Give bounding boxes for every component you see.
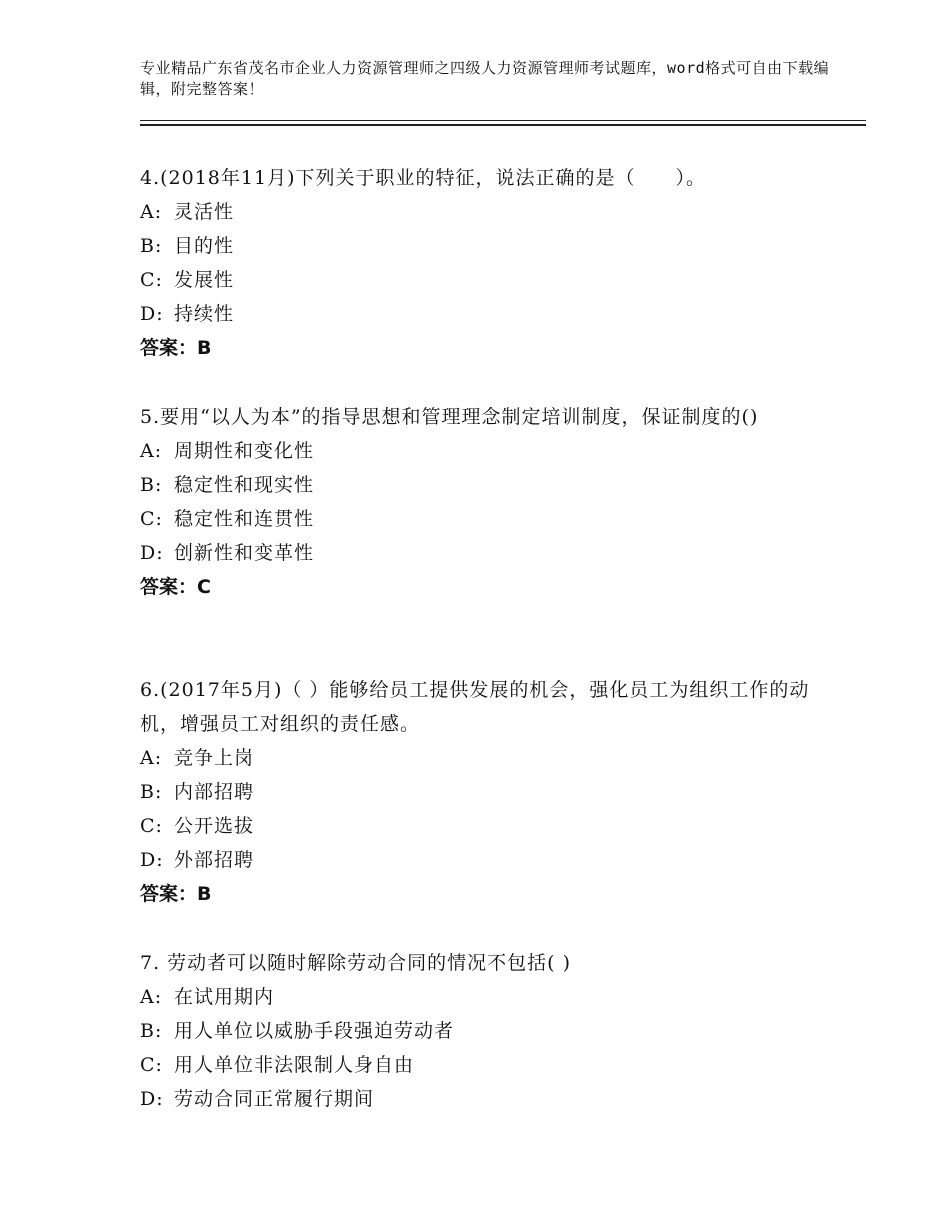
option-d (140, 1082, 820, 1116)
option-text: 周期性和变化性 (174, 440, 315, 462)
option-a (140, 195, 820, 229)
option-text: 创新性和变革性 (174, 542, 315, 564)
option-letter: C: (140, 269, 163, 291)
option-a (140, 980, 820, 1014)
option-c (140, 1048, 820, 1082)
option-a (140, 434, 820, 468)
option-text: 目的性 (174, 235, 235, 257)
option-d (140, 843, 820, 877)
question-text: 4.(2018年11月)下列关于职业的特征，说法正确的是（ ）。 (140, 167, 706, 189)
option-text: 持续性 (174, 303, 235, 325)
header-divider-thin (140, 120, 866, 121)
question-text: 7. 劳动者可以随时解除劳动合同的情况不包括( ) (140, 952, 572, 974)
option-letter: C: (140, 508, 163, 530)
option-text: 稳定性和现实性 (174, 474, 315, 496)
option-b (140, 1014, 820, 1048)
option-letter: D: (140, 849, 164, 871)
option-text: 发展性 (174, 269, 235, 291)
option-text: 用人单位非法限制人身自由 (174, 1054, 415, 1076)
option-c (140, 809, 820, 843)
option-d (140, 297, 820, 331)
option-letter: A: (140, 986, 163, 1008)
question-text: 5.要用“以人为本”的指导思想和管理理念制定培训制度，保证制度的() (140, 406, 759, 428)
option-text: 竞争上岗 (174, 747, 255, 769)
option-text: 在试用期内 (174, 986, 275, 1008)
question-6 (140, 673, 820, 911)
option-letter: D: (140, 542, 164, 564)
option-letter: C: (140, 1054, 163, 1076)
answer-value: C (197, 576, 211, 598)
question-4 (140, 161, 820, 365)
option-text: 公开选拔 (174, 815, 255, 837)
option-letter: A: (140, 440, 163, 462)
option-c (140, 502, 820, 536)
document-header: 专业精品广东省茂名市企业人力资源管理师之四级人力资源管理师考试题库，word格式可自由下载编辑，附完整答案！ (140, 59, 830, 98)
answer-line (140, 570, 820, 604)
option-text: 劳动合同正常履行期间 (174, 1088, 375, 1110)
option-text: 内部招聘 (174, 781, 255, 803)
option-b (140, 229, 820, 263)
option-letter: B: (140, 474, 163, 496)
answer-line (140, 877, 820, 911)
option-letter: D: (140, 1088, 164, 1110)
option-letter: B: (140, 235, 163, 257)
option-letter: A: (140, 747, 163, 769)
option-c (140, 263, 820, 297)
option-b (140, 775, 820, 809)
answer-value: B (197, 883, 212, 905)
option-b (140, 468, 820, 502)
question-5 (140, 400, 820, 604)
option-a (140, 741, 820, 775)
option-text: 外部招聘 (174, 849, 255, 871)
option-letter: C: (140, 815, 163, 837)
answer-label: 答案： (140, 337, 198, 359)
answer-label: 答案： (140, 883, 198, 905)
question-text: 6.(2017年5月)（ ）能够给员工提供发展的机会，强化员工为组织工作的动机，增强员工对组织的责任感。 (140, 679, 810, 735)
answer-line (140, 331, 820, 365)
option-d (140, 536, 820, 570)
option-letter: B: (140, 1020, 163, 1042)
option-letter: A: (140, 201, 163, 223)
option-text: 灵活性 (174, 201, 235, 223)
answer-label: 答案： (140, 576, 198, 598)
question-7 (140, 946, 820, 1116)
option-letter: D: (140, 303, 164, 325)
answer-value: B (197, 337, 212, 359)
option-letter: B: (140, 781, 163, 803)
option-text: 用人单位以威胁手段强迫劳动者 (174, 1020, 455, 1042)
header-divider-thick (140, 124, 866, 126)
option-text: 稳定性和连贯性 (174, 508, 315, 530)
